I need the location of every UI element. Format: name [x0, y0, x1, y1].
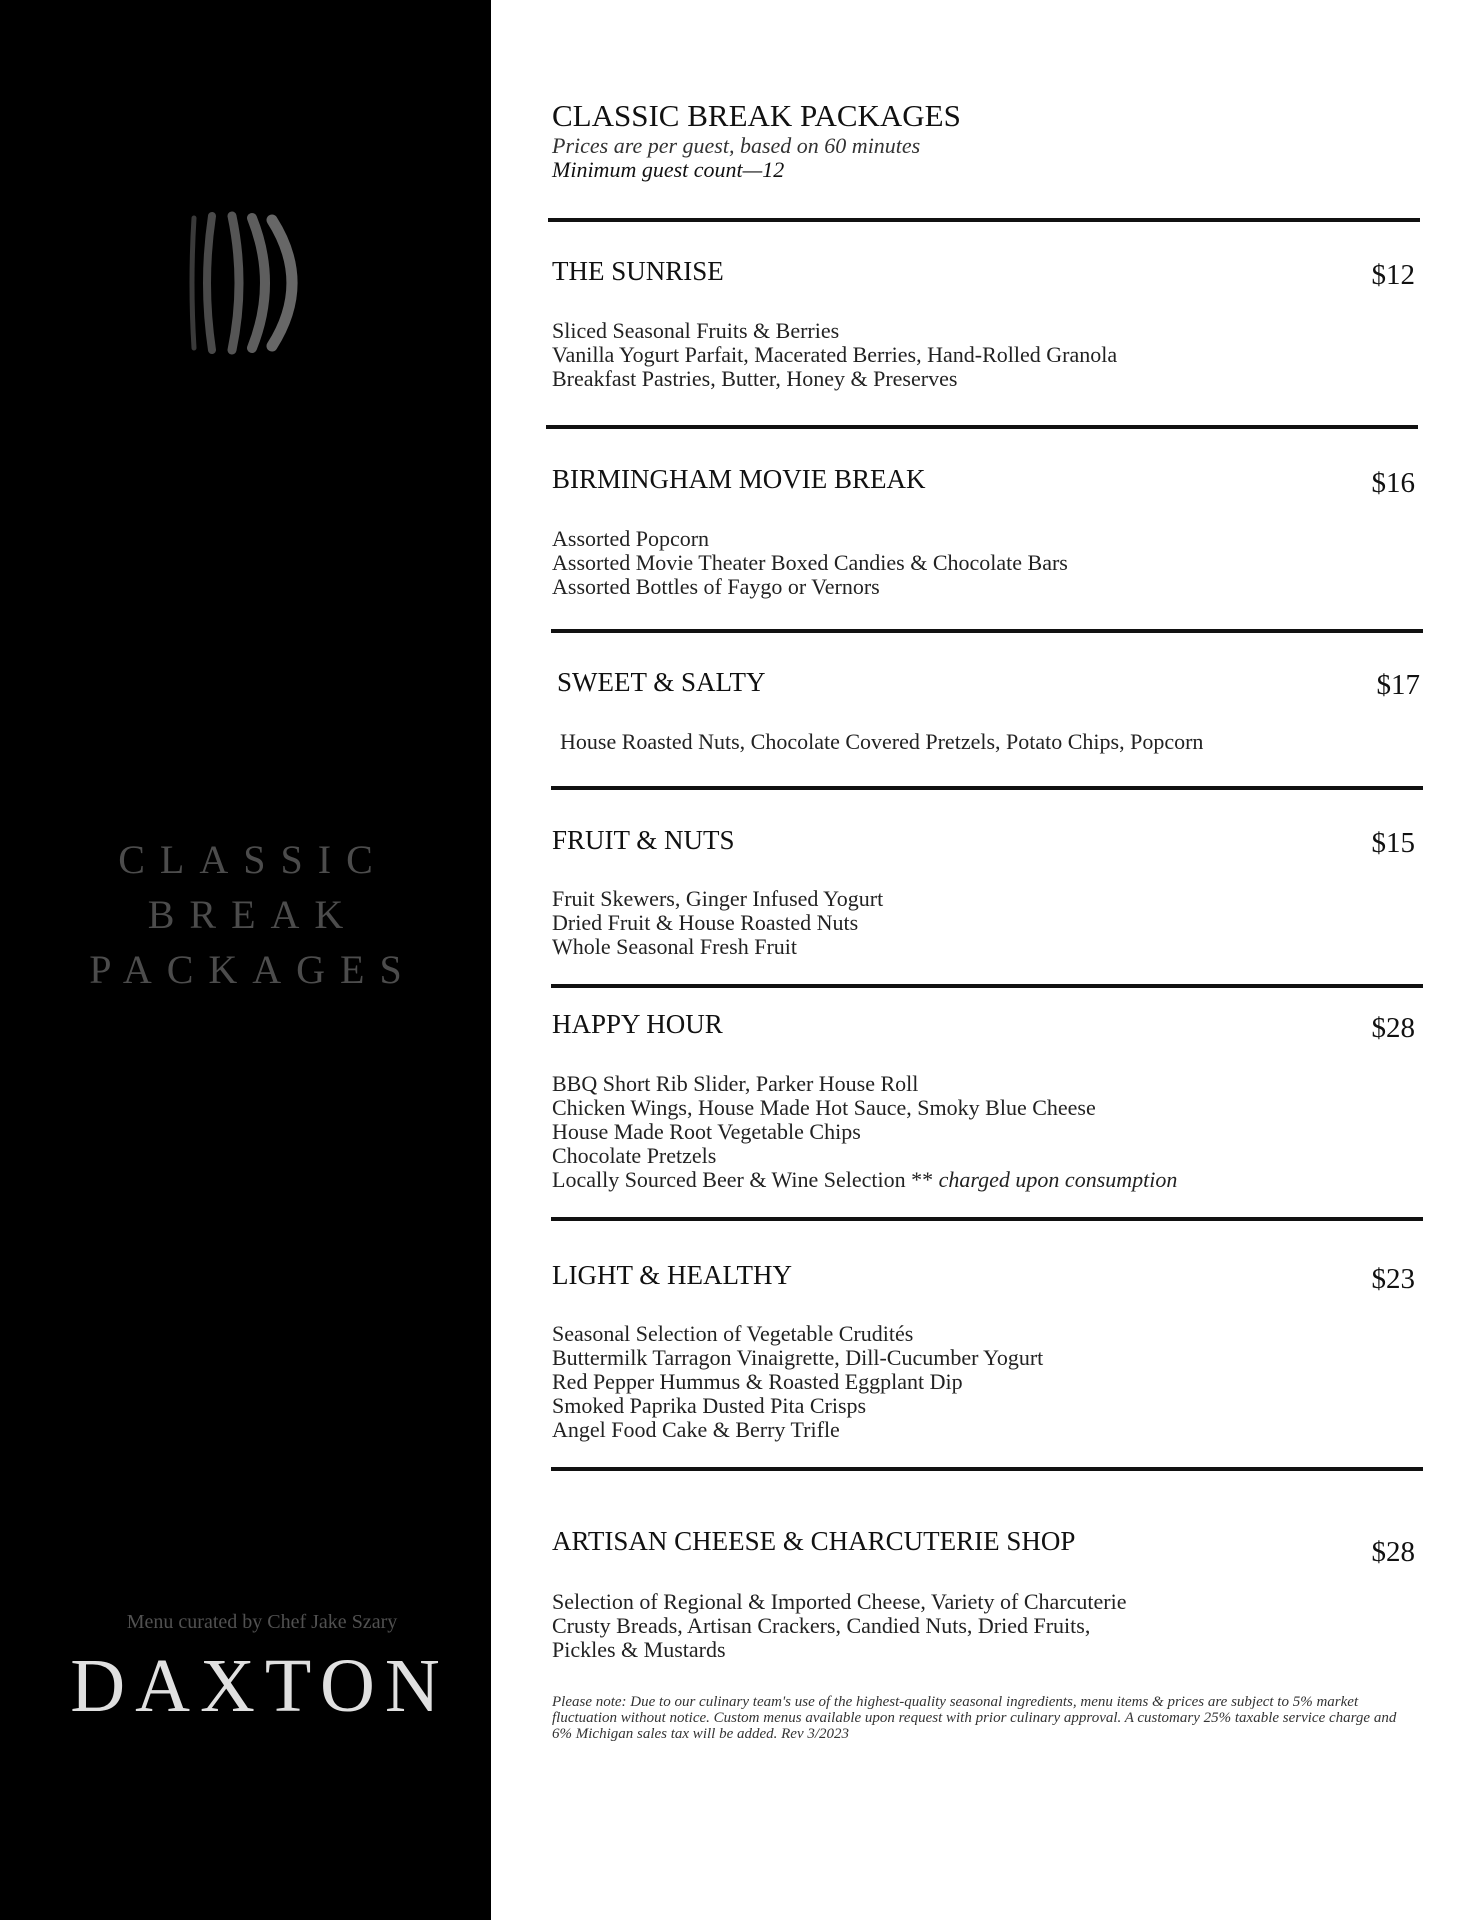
package-items: [552, 1590, 1126, 1662]
package-price: $16: [1371, 467, 1415, 499]
list-item: [552, 1168, 1177, 1192]
package-name: FRUIT & NUTS: [552, 825, 735, 855]
list-item: Seasonal Selection of Vegetable Crudités: [552, 1321, 914, 1346]
curated-by-text: Menu curated by Chef Jake Szary: [126, 1611, 398, 1633]
package-name: SWEET & SALTY: [557, 667, 766, 697]
list-item: Angel Food Cake & Berry Trifle: [552, 1417, 840, 1442]
page-subtitle: Prices are per guest, based on 60 minutes: [552, 133, 921, 158]
package-items: [552, 527, 1068, 599]
list-item: Assorted Bottles of Faygo or Vernors: [552, 574, 880, 599]
package-name: BIRMINGHAM MOVIE BREAK: [552, 464, 926, 494]
minimum-guest-count: Minimum guest count—12: [552, 157, 785, 182]
divider: [551, 1467, 1423, 1471]
consumption-note: charged upon consumption: [938, 1167, 1178, 1192]
list-item: Red Pepper Hummus & Roasted Eggplant Dip: [552, 1369, 963, 1394]
package-items: [552, 887, 883, 959]
list-item: Assorted Movie Theater Boxed Candies & Chocolate Bars: [552, 550, 1068, 575]
list-item: BBQ Short Rib Slider, Parker House Roll: [552, 1071, 919, 1096]
package-items: [560, 730, 1203, 754]
package-items: [552, 1322, 1043, 1442]
package-name: HAPPY HOUR: [552, 1009, 723, 1039]
list-item: Whole Seasonal Fresh Fruit: [552, 934, 798, 959]
footnote: Please note: Due to our culinary team's use of the highest-quality seasonal ingredients, menu items & prices are subject to 5% market fluctuation without notice. Custom menus available upon request with prior culinary approval. A customary 25% taxable service charge and 6% Michigan sales tax will be added. Rev 3/2023: [552, 1694, 1397, 1742]
sidebar-title-line: CLASSIC: [118, 837, 388, 882]
list-item-text: Locally Sourced Beer & Wine Selection **: [552, 1167, 934, 1192]
package-name: THE SUNRISE: [552, 256, 724, 286]
package-price: $28: [1371, 1536, 1415, 1568]
list-item: Crusty Breads, Artisan Crackers, Candied Nuts, Dried Fruits,: [552, 1613, 1091, 1638]
list-item: Vanilla Yogurt Parfait, Macerated Berries, Hand-Rolled Granola: [552, 342, 1118, 367]
package-price: $17: [1376, 669, 1420, 701]
list-item: Chocolate Pretzels: [552, 1143, 717, 1168]
brand-wordmark: DAXTON: [70, 1644, 450, 1728]
list-item: Buttermilk Tarragon Vinaigrette, Dill-Cucumber Yogurt: [552, 1345, 1044, 1370]
list-item: Smoked Paprika Dusted Pita Crisps: [552, 1393, 867, 1418]
list-item: Selection of Regional & Imported Cheese, Variety of Charcuterie: [552, 1589, 1127, 1614]
divider: [551, 1217, 1423, 1221]
package-price: $28: [1371, 1012, 1415, 1044]
list-item: Sliced Seasonal Fruits & Berries: [552, 318, 840, 343]
package-price: $23: [1371, 1263, 1415, 1295]
list-item: House Roasted Nuts, Chocolate Covered Pretzels, Potato Chips, Popcorn: [560, 729, 1204, 754]
list-item: Pickles & Mustards: [552, 1637, 726, 1662]
package-price: $12: [1371, 259, 1415, 291]
divider: [551, 786, 1423, 790]
package-price: $15: [1371, 827, 1415, 859]
list-item: Breakfast Pastries, Butter, Honey & Preserves: [552, 366, 958, 391]
divider: [551, 984, 1423, 988]
list-item: House Made Root Vegetable Chips: [552, 1119, 861, 1144]
package-name: LIGHT & HEALTHY: [552, 1260, 792, 1290]
package-items: [552, 1072, 1177, 1192]
sidebar-title-line: PACKAGES: [89, 947, 417, 992]
list-item: Assorted Popcorn: [552, 526, 710, 551]
divider: [546, 425, 1418, 429]
list-item: Fruit Skewers, Ginger Infused Yogurt: [552, 886, 884, 911]
page-title: CLASSIC BREAK PACKAGES: [552, 98, 961, 133]
package-name: ARTISAN CHEESE & CHARCUTERIE SHOP: [552, 1526, 1076, 1556]
sidebar-title-line: BREAK: [147, 892, 359, 937]
package-items: [552, 319, 1117, 391]
list-item: Chicken Wings, House Made Hot Sauce, Smoky Blue Cheese: [552, 1095, 1096, 1120]
divider: [551, 629, 1423, 633]
list-item: Dried Fruit & House Roasted Nuts: [552, 910, 859, 935]
divider: [548, 218, 1420, 222]
